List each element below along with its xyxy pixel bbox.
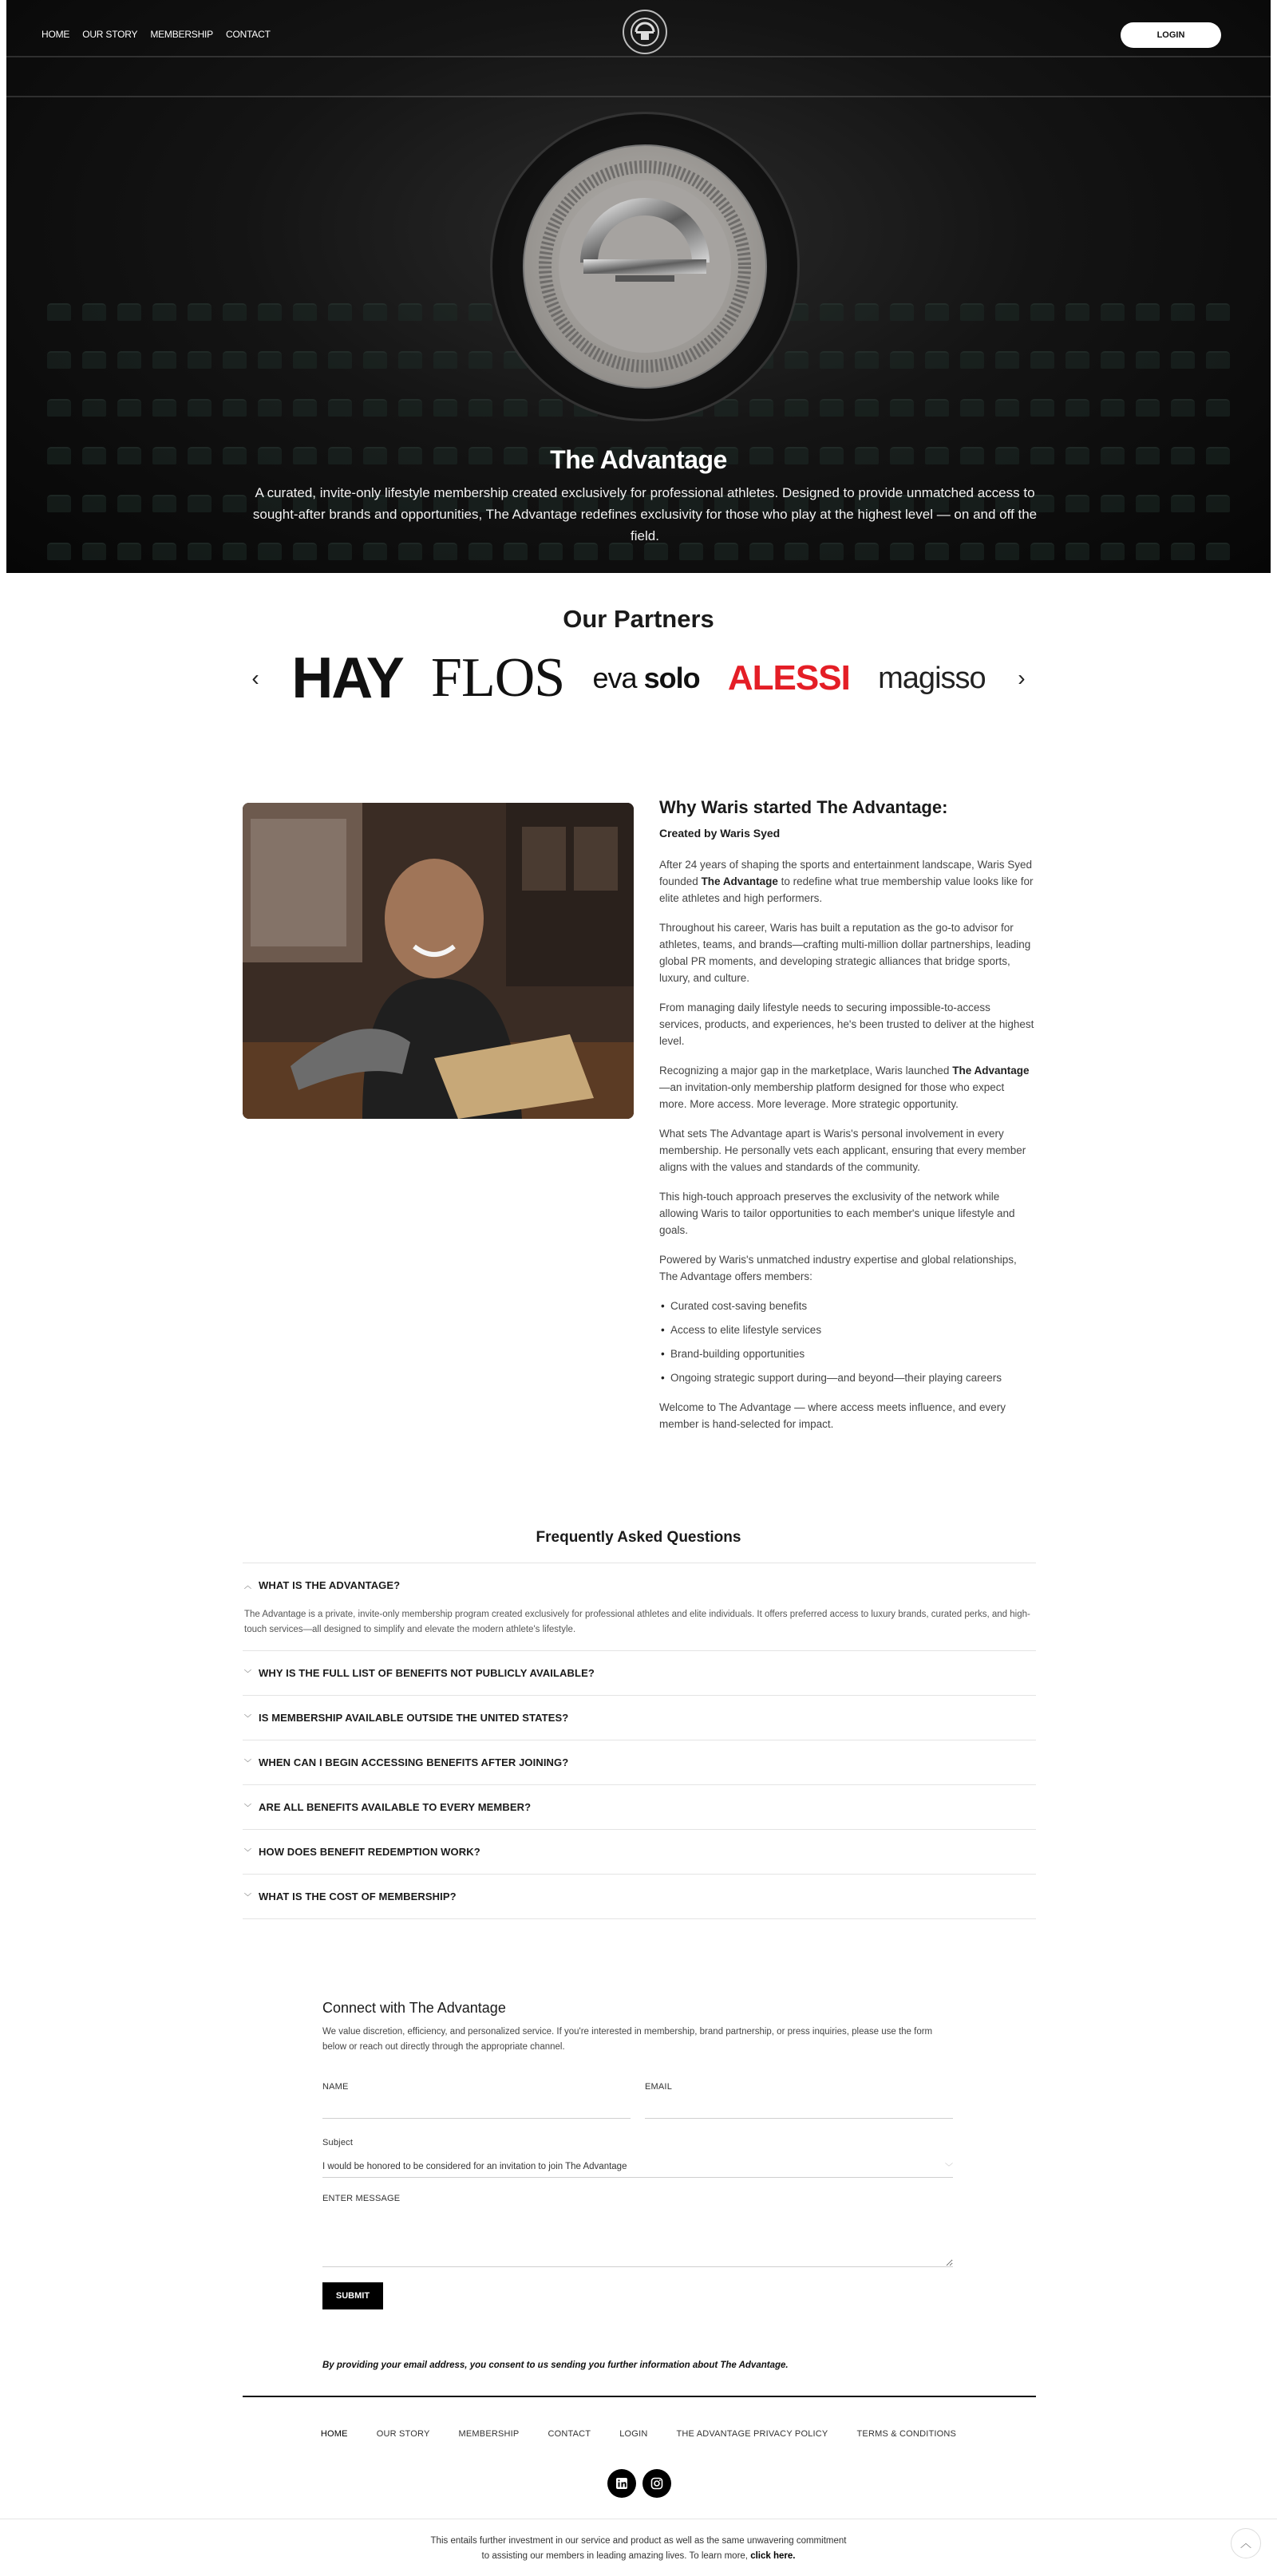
hero-section <box>6 0 1271 573</box>
about-p1-text: After 24 years of shaping the sports and entertainment landscape, Waris Syed founded <box>659 859 1033 887</box>
hero-description: A curated, invite-only lifestyle membership created exclusively for professional athletes. Designed to provide unmatched access to sought-after brands and opportunities, The Advantage redefines exclusivity for those who play at the highest level — on and off the field. <box>252 485 1038 543</box>
nav-home[interactable]: HOME <box>42 29 70 40</box>
about-p4-text: Recognizing a major gap in the marketplace, Waris launched <box>659 1065 953 1077</box>
faq-item <box>243 1651 1036 1696</box>
partners-carousel <box>247 646 1030 710</box>
subject-value: I would be honored to be considered for an invitation to join The Advantage <box>322 2161 627 2171</box>
faq-question-text: HOW DOES BENEFIT REDEMPTION WORK? <box>259 1846 480 1858</box>
footer-link-login[interactable]: LOGIN <box>619 2429 648 2439</box>
faq-accordion <box>243 1563 1036 1919</box>
hero-title: The Advantage <box>550 445 727 474</box>
about-byline: Created by Waris Syed <box>659 827 781 840</box>
linkedin-icon[interactable] <box>607 2469 636 2498</box>
social-links <box>607 2469 671 2498</box>
about-paragraph-5: What sets The Advantage apart is Waris's personal involvement in every membership. He personally vets each applicant, ensuring that every member aligns with the values and standards of the community. <box>659 1128 1026 1173</box>
chevron-down-icon: ﹀ <box>244 1759 252 1767</box>
message-textarea[interactable] <box>322 2210 953 2267</box>
site-logo-icon[interactable] <box>623 10 667 54</box>
submit-button[interactable]: SUBMIT <box>322 2282 383 2309</box>
about-heading: Why Waris started The Advantage: <box>659 797 948 817</box>
benefits-list <box>659 1298 1034 1386</box>
partner-logo-magisso: magisso <box>878 661 986 695</box>
faq-question-text: IS MEMBERSHIP AVAILABLE OUTSIDE THE UNITED STATES? <box>259 1712 569 1724</box>
faq-item <box>243 1875 1036 1919</box>
click-here-link[interactable]: click here. <box>750 2551 796 2561</box>
partner-logo-eva-solo <box>593 662 700 695</box>
nav-membership[interactable]: MEMBERSHIP <box>150 29 213 40</box>
faq-question[interactable] <box>244 1891 457 1902</box>
partner-logo-flos: FLOS <box>431 647 565 709</box>
about-paragraph-7: Powered by Waris's unmatched industry expertise and global relationships, The Advantage offers members: <box>659 1254 1017 1282</box>
list-item: • Ongoing strategic support during—and beyond—their playing careers <box>659 1369 1034 1386</box>
about-paragraph-2: Throughout his career, Waris has built a reputation as the go-to advisor for athletes, teams, and brands—crafting multi-million dollar partnerships, leading global PR moments, and developing strategic alliances that bridge sports, luxury, and culture. <box>659 922 1031 984</box>
faq-item <box>243 1830 1036 1875</box>
contact-section <box>322 2000 953 2370</box>
faq-title: Frequently Asked Questions <box>536 1529 741 1546</box>
chevron-down-icon: ﹀ <box>244 1669 252 1677</box>
name-field-group <box>322 2082 631 2119</box>
partner-logo-alessi: ALESSI <box>727 658 850 697</box>
faq-item <box>243 1740 1036 1785</box>
about-section <box>659 796 1034 1445</box>
subject-group <box>322 2138 953 2178</box>
name-input[interactable] <box>322 2092 631 2119</box>
about-p1-bold: The Advantage <box>701 875 778 887</box>
faq-question-text: ARE ALL BENEFITS AVAILABLE TO EVERY MEMBER? <box>259 1801 532 1813</box>
email-field-group <box>645 2082 953 2119</box>
subject-select[interactable] <box>322 2155 953 2178</box>
chevron-down-icon: ﹀ <box>945 2163 953 2172</box>
partner-logo-hay: HAY <box>291 646 403 710</box>
faq-question[interactable] <box>244 1667 595 1679</box>
scroll-to-top-icon[interactable]: ︿ <box>1231 2528 1261 2558</box>
advantage-emblem-icon <box>490 112 800 421</box>
faq-item <box>243 1785 1036 1830</box>
about-p4-bold: The Advantage <box>952 1065 1030 1077</box>
about-p1-text-end: to redefine what true membership value looks like for elite athletes and high performers. <box>659 875 1034 904</box>
footer-link-contact[interactable]: CONTACT <box>548 2429 591 2439</box>
partner-logo-solo-text: solo <box>643 662 700 694</box>
faq-question[interactable] <box>244 1801 531 1813</box>
about-paragraph-1 <box>659 856 1034 907</box>
list-item: • Curated cost-saving benefits <box>659 1298 1034 1314</box>
founder-photo <box>243 803 634 1119</box>
about-paragraph-6: This high-touch approach preserves the exclusivity of the network while allowing Waris to tailor opportunities to each member's unique lifestyle and goals. <box>659 1191 1015 1236</box>
footer-note <box>0 2534 1277 2564</box>
faq-question[interactable] <box>244 1712 568 1724</box>
faq-answer: The Advantage is a private, invite-only membership program created exclusively for professional athletes and elite individuals. It offers preferred access to luxury brands, curated perks, and high-touch services—all designed to simplify and elevate the modern athlete's lifestyle. <box>244 1610 1030 1634</box>
name-label: NAME <box>322 2082 349 2092</box>
list-item: • Access to elite lifestyle services <box>659 1322 1034 1338</box>
chevron-down-icon: ﹀ <box>244 1893 252 1901</box>
footer-link-our-story[interactable]: OUR STORY <box>376 2429 430 2439</box>
chevron-up-icon: ︿ <box>244 1582 252 1590</box>
faq-item <box>243 1563 1036 1651</box>
partner-logo-eva-text: eva <box>592 662 637 694</box>
message-label: ENTER MESSAGE <box>322 2194 401 2203</box>
faq-item <box>243 1696 1036 1740</box>
nav-our-story[interactable]: OUR STORY <box>82 29 138 40</box>
carousel-prev-icon[interactable]: ‹ <box>251 666 259 690</box>
footer-link-privacy[interactable]: THE ADVANTAGE PRIVACY POLICY <box>676 2429 828 2439</box>
contact-intro: We value discretion, efficiency, and personalized service. If you're interested in membership, brand partnership, or press inquiries, please use the form below or reach out directly through the appropriate channel. <box>322 2027 933 2052</box>
email-input[interactable] <box>645 2092 953 2119</box>
chevron-down-icon: ﹀ <box>244 1804 252 1811</box>
footer-link-home[interactable]: HOME <box>320 2429 348 2439</box>
chevron-down-icon: ﹀ <box>244 1714 252 1722</box>
login-button[interactable]: LOGIN <box>1121 22 1221 48</box>
footer-note-line-2: to assisting our members in leading amazing lives. To learn more, <box>481 2551 751 2561</box>
about-paragraph-4 <box>659 1062 1034 1112</box>
instagram-icon[interactable] <box>642 2469 671 2498</box>
faq-question-text: WHY IS THE FULL LIST OF BENEFITS NOT PUBLICLY AVAILABLE? <box>259 1667 595 1679</box>
footer-divider <box>243 2396 1036 2397</box>
about-paragraph-8: Welcome to The Advantage — where access meets influence, and every member is hand-selected for impact. <box>659 1401 1006 1430</box>
message-group <box>322 2194 953 2271</box>
nav-contact[interactable]: CONTACT <box>226 29 271 40</box>
footer-link-membership[interactable]: MEMBERSHIP <box>458 2429 520 2439</box>
faq-question-text: WHEN CAN I BEGIN ACCESSING BENEFITS AFTER JOINING? <box>259 1756 569 1768</box>
faq-question-text: WHAT IS THE ADVANTAGE? <box>259 1579 401 1591</box>
faq-question-text: WHAT IS THE COST OF MEMBERSHIP? <box>259 1891 457 1902</box>
email-label: EMAIL <box>645 2082 673 2092</box>
about-paragraph-3: From managing daily lifestyle needs to securing impossible-to-access services, products, and experiences, he's been trusted to deliver at the highest level. <box>659 1002 1034 1047</box>
name-email-row <box>322 2082 953 2119</box>
consent-text: By providing your email address, you consent to us sending you further information about The Advantage. <box>322 2361 789 2370</box>
chevron-down-icon: ﹀ <box>244 1848 252 1856</box>
list-item: • Brand-building opportunities <box>659 1345 1034 1362</box>
faq-question[interactable] <box>244 1756 568 1768</box>
footer-note-line-1: This entails further investment in our service and product as well as the same unwavering commitment <box>430 2536 847 2546</box>
main-nav <box>42 29 271 40</box>
contact-title: Connect with The Advantage <box>322 2000 506 2016</box>
footer-nav <box>0 2429 1277 2439</box>
subject-label: Subject <box>322 2138 354 2147</box>
faq-question[interactable] <box>244 1579 1036 1591</box>
footer-note-line-2-wrap <box>0 2549 1277 2564</box>
about-p4-text-end: —an invitation-only membership platform designed for those who expect more. More access. More leverage. More strategic opportunity. <box>659 1081 1005 1110</box>
footer-link-terms[interactable]: TERMS & CONDITIONS <box>856 2429 957 2439</box>
carousel-next-icon[interactable]: › <box>1018 666 1026 690</box>
partners-title: Our Partners <box>563 605 714 633</box>
faq-question[interactable] <box>244 1846 480 1858</box>
